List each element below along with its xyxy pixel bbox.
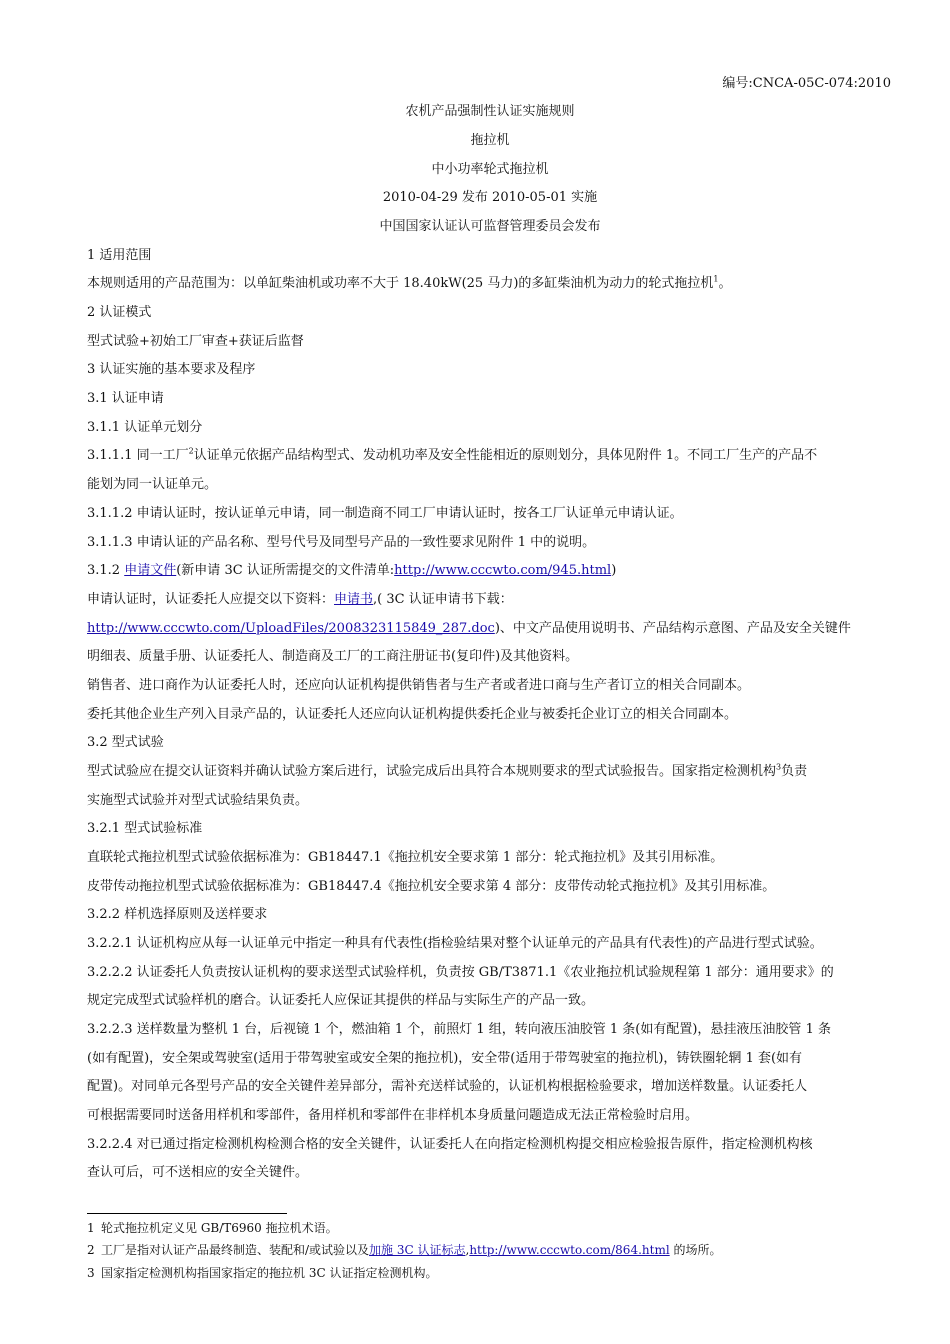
footnote-ref-1[interactable]: 1 [713,274,719,284]
section-3-heading: 3 认证实施的基本要求及程序 [87,362,256,377]
section-3-2-2-3-line1: 3.2.2.3 送样数量为整机 1 台，后视镜 1 个，燃油箱 1 个，前照灯 1 组，转向液压油胶管 1 条(如有配置)，悬挂液压油胶管 1 条 [87,1022,831,1037]
section-3-2-2-2-line1: 3.2.2.2 认证委托人负责按认证机构的要求送型式试验样机，负责按 GB/T3871.1《农业拖拉机试验规程第 1 部分：通用要求》的 [87,965,834,980]
section-3-2-2-heading: 3.2.2 样机选择原则及送样要求 [87,907,268,922]
section-3-1-1-2: 3.1.1.2 申请认证时，按认证单元申请，同一制造商不同工厂申请认证时，按各工厂认证单元申请认证。 [87,506,683,521]
section-3-2-2-2-line2: 规定完成型式试验样机的磨合。认证委托人应保证其提供的样品与实际生产的产品一致。 [87,993,595,1008]
footnote-1: 1 轮式拖拉机定义见 GB/T6960 拖拉机术语。 [87,1221,338,1235]
application-documents-link[interactable]: 申请文件 [124,563,177,578]
footnote-ref-2[interactable]: 2 [188,446,194,456]
footnote-ref-3[interactable]: 3 [776,762,782,772]
application-form-link[interactable]: 申请书 [334,592,374,607]
footnote-3: 3 国家指定检测机构指国家指定的拖拉机 3C 认证指定检测机构。 [87,1266,438,1280]
section-3-1-2: 3.1.2 申请文件(新申请 3C 认证所需提交的文件清单:http://www.cccwto.com/945.html) [87,563,617,578]
section-2-heading: 2 认证模式 [87,305,152,320]
document-title: 农机产品强制性认证实施规则 [405,104,575,119]
application-form-download-link[interactable]: http://www.cccwto.com/UploadFiles/2008323115849_287.doc [87,621,495,636]
document-list-url-link[interactable]: http://www.cccwto.com/945.html [394,563,612,578]
document-subtitle-wheeled-tractor: 中小功率轮式拖拉机 [431,162,549,177]
section-3-2-line2: 实施型式试验并对型式试验结果负责。 [87,793,309,808]
section-3-2-1-belt-driven: 皮带传动拖拉机型式试验依据标准为：GB18447.4《拖拉机安全要求第 4 部分：皮带传动轮式拖拉机》及其引用标准。 [87,879,776,894]
section-3-2-2-3-line4: 可根据需要同时送备用样机和零部件，备用样机和零部件在非样机本身质量问题造成无法正常检验时启用。 [87,1108,699,1123]
section-3-1-1-1-line1: 3.1.1.1 同一工厂$^2$认证单元依据产品结构型式、发动机功率及安全性能相近的原则划分，具体见附件 1。不同工厂生产的产品不 [87,446,818,463]
seller-requirement: 销售者、进口商作为认证委托人时，还应向认证机构提供销售者与生产者或者进口商与生产者订立的相关合同副本。 [87,678,751,693]
footnote-2: 2 工厂是指对认证产品最终制造、装配和/或试验以及加施 3C 认证标志,http://www.cccwto.com/864.html 的场所。 [87,1243,722,1257]
section-1-heading: 1 适用范围 [87,248,152,263]
section-3-1-1-1-line2: 能划为同一认证单元。 [87,477,218,492]
section-3-2-2-4-line2: 查认可后，可不送相应的安全关键件。 [87,1165,309,1180]
section-3-2-2-3-line3: 配置)。对同单元各型号产品的安全关键件差异部分，需补充送样试验的，认证机构根据检验要求，增加送样数量。认证委托人 [87,1079,808,1094]
section-3-1-1-3: 3.1.1.3 申请认证的产品名称、型号代号及同型号产品的一致性要求见附件 1 中的说明。 [87,535,596,550]
section-3-2-heading: 3.2 型式试验 [87,735,164,750]
section-3-2-2-3-line2: (如有配置)，安全架或驾驶室(适用于带驾驶室或安全架的拖拉机)，安全带(适用于带驾驶室的拖拉机)，铸铁圈轮辋 1 套(如有 [87,1051,803,1066]
footnote-divider [87,1213,287,1214]
section-3-2-2-4-line1: 3.2.2.4 对已通过指定检测机构检测合格的安全关键件，认证委托人在向指定检测机构提交相应检验报告原件，指定检测机构核 [87,1137,813,1152]
document-number: 编号:CNCA-05C-074:2010 [722,76,891,91]
application-materials-line3: 明细表、质量手册、认证委托人、制造商及工厂的工商注册证书(复印件)及其他资料。 [87,649,579,664]
publish-dates: 2010-04-29 发布 2010-05-01 实施 [382,190,598,205]
section-2-text: 型式试验+初始工厂审查+获证后监督 [87,334,304,349]
entrust-requirement: 委托其他企业生产列入目录产品的，认证委托人还应向认证机构提供委托企业与被委托企业订立的相关合同副本。 [87,707,738,722]
section-3-1-heading: 3.1 认证申请 [87,391,164,406]
section-3-1-1-heading: 3.1.1 认证单元划分 [87,420,203,435]
section-3-2-line1: 型式试验应在提交认证资料并确认试验方案后进行，试验完成后出具符合本规则要求的型式试验报告。国家指定检测机构$^3$负责 [87,762,808,779]
apply-3c-mark-link[interactable]: 加施 3C 认证标志 [369,1243,466,1257]
section-1-text: 本规则适用的产品范围为：以单缸柴油机或功率不大于 18.40kW(25 马力)的多缸柴油机为动力的轮式拖拉机$^1$。 [87,274,732,291]
3c-mark-url-link[interactable]: http://www.cccwto.com/864.html [469,1243,670,1257]
section-3-2-1-direct-coupled: 直联轮式拖拉机型式试验依据标准为：GB18447.1《拖拉机安全要求第 1 部分：轮式拖拉机》及其引用标准。 [87,850,724,865]
section-3-2-2-1: 3.2.2.1 认证机构应从每一认证单元中指定一种具有代表性(指检验结果对整个认证单元的产品具有代表性)的产品进行型式试验。 [87,936,823,951]
document-subtitle-tractor: 拖拉机 [470,133,510,148]
issuer: 中国国家认证认可监督管理委员会发布 [379,219,601,234]
application-materials-line1: 申请认证时，认证委托人应提交以下资料：申请书,( 3C 认证申请书下载： [87,592,513,607]
application-materials-line2: http://www.cccwto.com/UploadFiles/2008323115849_287.doc)、中文产品使用说明书、产品结构示意图、产品及安全关键件 [87,621,851,636]
section-3-2-1-heading: 3.2.1 型式试验标准 [87,821,203,836]
